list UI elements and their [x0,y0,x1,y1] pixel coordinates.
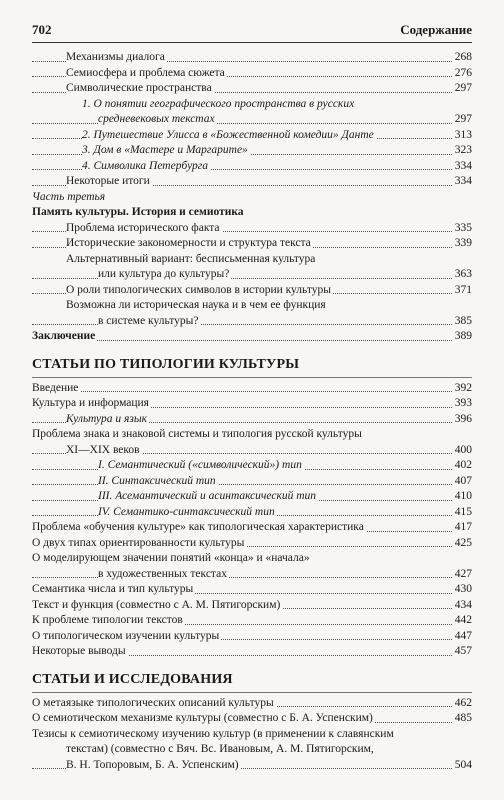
toc-entry-label: III. Асемантический и асинтаксический тип [98,489,318,505]
section-heading-articles: СТАТЬИ И ИССЛЕДОВАНИЯ [32,670,472,693]
toc-entry-page: 385 [453,314,472,330]
toc-entry-page: 363 [453,267,472,283]
toc-entry-label: текстам) (совместно с Вяч. Вс. Ивановым, А. М. Пятигорским, [66,742,376,758]
toc-entry[interactable] [32,505,472,521]
toc-entry-page: 415 [453,505,472,521]
toc-entry-page: 447 [453,629,472,645]
part2-entries [32,221,472,330]
toc-entry-label: О метаязыке типологических описаний культуры [32,696,276,712]
toc-entry-conclusion[interactable]: Заключение 389 [32,329,472,345]
toc-entry[interactable] [32,644,472,660]
toc-entry-page: 462 [453,696,472,712]
toc-entry-page: 393 [453,396,472,412]
toc-entry-page: 485 [453,711,472,727]
toc-entry-label: Некоторые выводы [32,644,128,660]
toc-entry-label: Введение [32,381,80,397]
toc-entry[interactable] [32,174,472,190]
toc-entry[interactable] [32,520,472,536]
toc-entry-page: 297 [453,112,472,128]
toc-entry-label: средневековых текстах [98,112,217,128]
toc-entry[interactable] [32,629,472,645]
toc-entry-label: О моделирующем значении понятий «конца» и «начала» [32,551,312,567]
toc-entry [32,427,472,443]
toc-entry[interactable] [32,283,472,299]
table-of-contents [32,50,472,773]
toc-entry[interactable] [32,381,472,397]
toc-entry-page: 313 [453,128,472,144]
section1-entries [32,381,472,660]
toc-entry-label: Текст и функция (совместно с А. М. Пятигорским) [32,598,282,614]
toc-entry-page: 276 [453,66,472,82]
toc-entry-page: 427 [453,567,472,583]
toc-entry[interactable] [32,236,472,252]
toc-entry-label: II. Синтаксический тип [98,474,218,490]
toc-entry[interactable] [32,598,472,614]
toc-entry[interactable] [32,267,472,283]
toc-entry[interactable] [32,66,472,82]
toc-entry-label: О роли типологических символов в истории культуры [66,283,333,299]
toc-entry-page: 442 [453,613,472,629]
toc-entry-page: 417 [453,520,472,536]
toc-entry [32,551,472,567]
toc-entry-label: 1. О понятии географического пространства в русских [82,97,356,113]
toc-entry-label: Тезисы к семиотическому изучению культур (в применении к славянским [32,727,396,743]
section2-entries [32,696,472,774]
toc-entry-page: 268 [453,50,472,66]
toc-entry [32,252,472,268]
part1-entries [32,50,472,190]
toc-entry[interactable] [32,474,472,490]
toc-entry-label: Проблема «обучения культуре» как типологическая характеристика [32,520,366,536]
toc-entry-label: К проблеме типологии текстов [32,613,185,629]
toc-entry[interactable] [32,696,472,712]
toc-entry-page: 323 [453,143,472,159]
toc-entry[interactable] [32,613,472,629]
toc-entry-label: 3. Дом в «Мастере и Маргарите» [82,143,250,159]
toc-entry-label: Механизмы диалога [66,50,167,66]
toc-entry-label: или культура до культуры? [98,267,231,283]
toc-entry-label: Некоторые итоги [66,174,152,190]
toc-entry[interactable] [32,143,472,159]
toc-entry-label: Символические пространства [66,81,214,97]
toc-entry-page: 400 [453,443,472,459]
toc-entry-label: 4. Символика Петербурга [82,159,210,175]
toc-entry-label: Проблема знака и знаковой системы и типология русской культуры [32,427,364,443]
toc-entry [32,727,472,743]
toc-entry-page: 339 [453,236,472,252]
toc-entry[interactable] [32,489,472,505]
toc-entry-page: 334 [453,174,472,190]
toc-entry[interactable] [32,536,472,552]
toc-entry[interactable] [32,314,472,330]
toc-entry[interactable] [32,412,472,428]
toc-entry[interactable] [32,567,472,583]
toc-entry-label: Альтернативный вариант: бесписьменная культура [66,252,317,268]
toc-entry-label: IV. Семантико-синтаксический тип [98,505,277,521]
toc-entry-page: 396 [453,412,472,428]
toc-entry-label: О двух типах ориентированности культуры [32,536,246,552]
toc-entry[interactable] [32,458,472,474]
toc-entry-label: О семиотическом механизме культуры (совместно с Б. А. Успенским) [32,711,375,727]
toc-entry-label: О типологическом изучении культуры [32,629,221,645]
toc-entry-page: 335 [453,221,472,237]
toc-entry [32,742,472,758]
toc-entry[interactable] [32,396,472,412]
toc-entry-page: 504 [453,758,472,774]
toc-entry-page: 425 [453,536,472,552]
toc-entry-label: В. Н. Топоровым, Б. А. Успенским) [66,758,241,774]
toc-entry-label: Исторические закономерности и структура текста [66,236,313,252]
page-header [32,22,472,43]
toc-entry-page: 402 [453,458,472,474]
toc-entry[interactable] [32,758,472,774]
toc-entry-page: 297 [453,81,472,97]
toc-entry[interactable] [32,221,472,237]
toc-entry[interactable] [32,443,472,459]
toc-entry-label: 2. Путешествие Улисса в «Божественной комедии» Данте [82,128,376,144]
toc-entry [32,97,472,113]
toc-entry-page: 392 [453,381,472,397]
toc-entry-label: в художественных текстах [98,567,229,583]
toc-entry-page: 457 [453,644,472,660]
toc-entry-label: Культура и информация [32,396,151,412]
toc-entry-label: Семиосфера и проблема сюжета [66,66,227,82]
toc-entry-label: Культура и язык [66,412,149,428]
toc-entry-label: Семантика числа и тип культуры [32,582,195,598]
toc-entry-label: в системе культуры? [98,314,200,330]
toc-entry-page: 334 [453,159,472,175]
toc-entry[interactable] [32,582,472,598]
toc-entry-page: 434 [453,598,472,614]
toc-entry[interactable] [32,711,472,727]
toc-entry-label: Возможна ли историческая наука и в чем ее функция [66,298,328,314]
part-title: Память культуры. История и семиотика [32,205,472,221]
toc-entry-label: Проблема исторического факта [66,221,222,237]
running-title: Содержание [400,22,472,37]
toc-entry-page: 371 [453,283,472,299]
toc-entry-label: XI—XIX веков [66,443,142,459]
toc-entry-page: 410 [453,489,472,505]
page-number: 702 [32,22,52,37]
toc-entry-label: I. Семантический («символический») тип [98,458,304,474]
toc-entry[interactable] [32,112,472,128]
toc-entry-page: 430 [453,582,472,598]
toc-entry [32,298,472,314]
toc-entry[interactable] [32,159,472,175]
part-label: Часть третья [32,190,472,206]
toc-entry[interactable] [32,128,472,144]
toc-entry[interactable] [32,81,472,97]
section-heading-typology: СТАТЬИ ПО ТИПОЛОГИИ КУЛЬТУРЫ [32,355,472,378]
toc-entry[interactable] [32,50,472,66]
toc-entry-page: 407 [453,474,472,490]
